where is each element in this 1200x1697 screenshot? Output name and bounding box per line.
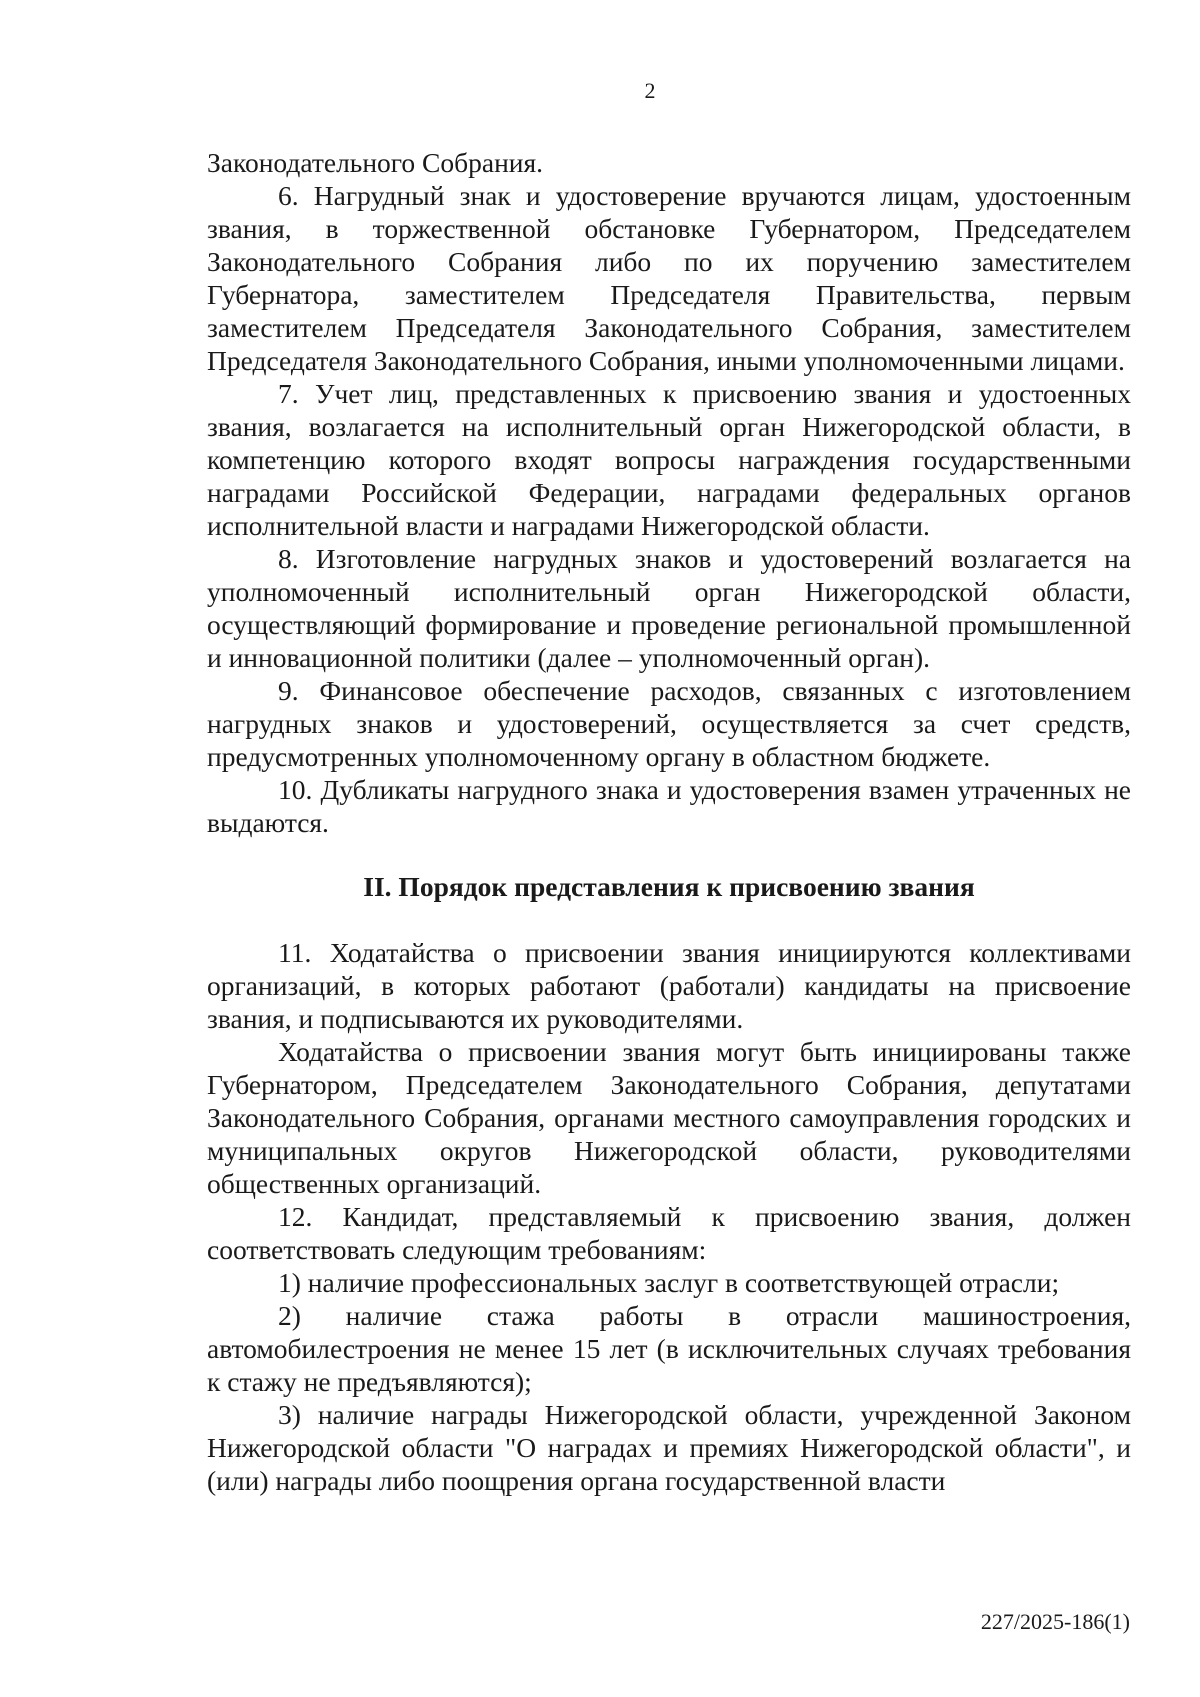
paragraph-item-11: 11. Ходатайства о присвоении звания инициируются коллективами организаций, в которых работают (работали) кандидаты на присвоение звания, и подписываются их руководителями.: [207, 937, 1131, 1034]
paragraph-continuation: Законодательного Собрания.: [207, 147, 544, 178]
page-number: 2: [644, 78, 656, 103]
requirement-1: 1) наличие профессиональных заслуг в соответствующей отрасли;: [278, 1267, 1060, 1298]
document-body: [207, 146, 1131, 1497]
paragraph-item-10: 10. Дубликаты нагрудного знака и удостоверения взамен утраченных не выдаются.: [207, 774, 1131, 838]
paragraph-item-9: 9. Финансовое обеспечение расходов, связанных с изготовлением нагрудных знаков и удостоверений, осуществляется за счет средств, предусмотренных уполномоченному органу в областном бюджете.: [207, 675, 1131, 772]
section-heading: II. Порядок представления к присвоению звания: [363, 871, 975, 902]
paragraph-item-8: 8. Изготовление нагрудных знаков и удостоверений возлагается на уполномоченный исполнительный орган Нижегородской области, осуществляющий формирование и проведение региональной промышленной и инновационной политики (далее – уполномоченный орган).: [207, 543, 1131, 673]
paragraph-item-7: 7. Учет лиц, представленных к присвоению звания и удостоенных звания, возлагается на исполнительный орган Нижегородской области, в компетенцию которого входят вопросы награждения государственными наградами Российской Федерации, наградами федеральных органов исполнительной власти и наградами Нижегородской области.: [207, 378, 1131, 541]
paragraph-item-11-continued: Ходатайства о присвоении звания могут быть инициированы также Губернатором, Председателем Законодательного Собрания, депутатами Законодательного Собрания, органами местного самоуправления городских и муниципальных округов Нижегородской области, руководителями общественных организаций.: [207, 1036, 1131, 1199]
document-number: 227/2025-186(1): [980, 1609, 1130, 1634]
paragraph-item-12: 12. Кандидат, представляемый к присвоению звания, должен соответствовать следующим требованиям:: [207, 1201, 1131, 1265]
requirement-3: 3) наличие награды Нижегородской области, учрежденной Законом Нижегородской области "О наградах и премиях Нижегородской области", и (или) награды либо поощрения органа государственной власти: [207, 1399, 1131, 1496]
requirement-2: 2) наличие стажа работы в отрасли машиностроения, автомобилестроения не менее 15 лет (в исключительных случаях требования к стажу не предъявляются);: [207, 1300, 1131, 1397]
paragraph-item-6: 6. Нагрудный знак и удостоверение вручаются лицам, удостоенным звания, в торжественной обстановке Губернатором, Председателем Законодательного Собрания либо по их поручению заместителем Губернатора, заместителем Председателя Правительства, первым заместителем Председателя Законодательного Собрания, заместителем Председателя Законодательного Собрания, иными уполномоченными лицами.: [207, 180, 1131, 376]
